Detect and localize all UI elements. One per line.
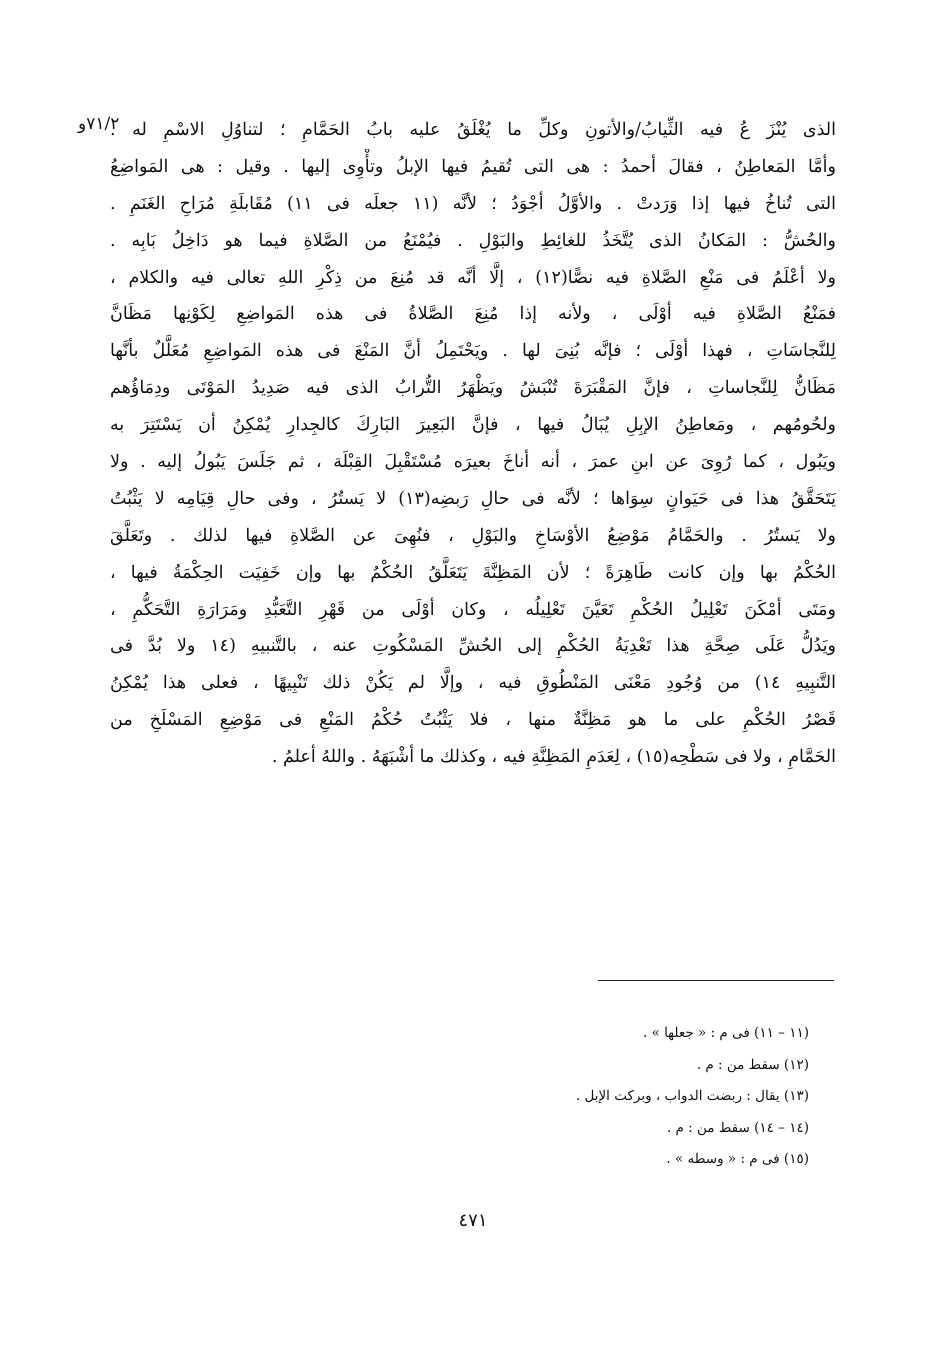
text-line: فمَنْعُ الصَّلاةِ فيه أوْلَى ، ولأنه إذا مُنِعَ الصَّلاةُ فى هذه المَواضِعِ لِكَوْنِها مَظَانَّ	[110, 304, 836, 325]
text-line: يَتَحَقَّقُ هذا فى حَيَوانٍ سِوَاها ؛ لأنَّه فى حالِ رَبضِه(١٣) لا يَستُرُ ، وفى حالِ قِيَامِه لا يَثْبُتُ	[110, 488, 836, 509]
text-line: ويَدُلُّ عَلَى صِحَّةِ هذا تَعْدِيَةُ الحُكْمِ إلى الحُشِّ المَسْكُوتِ عنه ، بالتَّنبيهِ (١٤ ولا بُدَّ فى	[110, 636, 836, 657]
text-line: والحُشُّ : المَكانُ الذى يُتَّخَذُ للغائِطِ والبَوْلِ . فيُمْنَعُ من الصَّلاةِ فيما هو دَاخِلُ بَابِه .	[110, 230, 836, 251]
text-line: ولا أعْلَمُ فى مَنْعِ الصَّلاةِ فيه نصًّا(١٢) ، إلَّا أنَّه قد مُنِعَ من ذِكْرِ اللهِ تعالى فيه والكلام ،	[110, 267, 836, 288]
text-line: ولا يَستُرُ . والحَمَّامُ مَوْضِعُ الأوْسَاخِ والبَوْلِ ، فنُهِىَ عن الصَّلاةِ فيها لذلك . وتَعَلَّقَ	[110, 525, 836, 546]
text-line: الحُكْمُ بها وإن كانت طَاهِرَةً ؛ لأن المَظِنَّةَ يَتَعَلَّقُ الحُكْمُ بها وإن خَفِيَت الحِكْمَةُ فيها ،	[110, 562, 836, 583]
text-line: التى تُناخُ فيها إذا وَرَدتْ . والأوَّلُ أجْوَدُ ؛ لأنَّه (١١ جعلَه فى ١١) مُقَابلَةِ مُرَاحِ الغَنَمِ .	[110, 193, 836, 214]
text-line: الحَمَّامِ ، ولا فى سَطْحِه(١٥) ، لِعَدَمِ المَظِنَّةِ فيه ، وكذلك ما أشْبَهَهُ . واللهُ أعلمُ .	[271, 747, 836, 768]
text-line: قَصْرُ الحُكْمِ على ما هو مَظِنَّةٌ منها ، فلا يَثْبُتُ حُكْمُ المَنْعِ فى مَوْضِعِ المَسْلَخِ من	[110, 710, 836, 731]
text-line: ومَتَى أمْكَنَ تَعْلِيلُ الحُكْمِ تَعَيَّنَ تَعْلِيلُه ، وكان أوْلَى من قَهْرِ التَّعَبُّدِ ومَرَارَةِ التَّحَكُّمِ ،	[110, 599, 836, 620]
footnote-separator	[598, 980, 834, 981]
footnote: (١٤ – ١٤) سقط من : م .	[666, 1119, 809, 1136]
footnotes	[389, 1018, 809, 1176]
text-line: ويَبُول ، كما رُوِىَ عن ابنِ عمرَ ، أنه أناخَ بعيرَه مُسْتَقْبِلَ القِبْلَة ، ثم جَلَسَ يَبُولُ إليه . ولا	[110, 452, 836, 473]
footnote: (١٥) فى م : « وسطه » .	[666, 1151, 809, 1167]
page-number: ٤٧١	[458, 1210, 488, 1231]
footnote: (١١ – ١١) فى م : « جعلها » .	[642, 1025, 809, 1041]
text-line: ولحُومُهم ، ومَعاطِنُ الإبِلِ يُبَالُ فيها ، فإنَّ البَعِيرَ البَارِكَ كالجِدارِ يُمْكِنُ أن يَسْتَتِرَ به	[110, 415, 836, 436]
footnote: (١٢) سقط من : م .	[696, 1056, 809, 1073]
main-text-block	[110, 112, 836, 776]
text-line: وأمَّا المَعاطِنُ ، فقالَ أحمدُ : هى التى تُقيمُ فيها الإبلُ وتأْوِى إليها . وقيل : هى المَواضِعُ	[110, 156, 836, 177]
margin-reference: ٧١/٢و	[78, 114, 120, 134]
text-line: الذى يُنْزَ عُ فيه الثِّيابُ/والأتونِ وكلِّ ما يُغْلَقُ عليه بابُ الحَمَّامِ ؛ لتناوُلِ الاسْمِ له .	[110, 120, 836, 140]
text-line: مَظَانُّ لِلنَّجاساتِ ، فإنَّ المَقْبَرَةَ تُنْبَشُ ويَظْهَرُ التُّرابُ الذى فيه صَدِيدُ المَوْتَى ودِمَاؤُهم	[110, 378, 836, 399]
text-line: التَّنبِيهِ ١٤) من وُجُودِ مَعْنَى المَنْطُوقِ فيه ، وإلَّا لم يَكُنْ ذلك تَنْبِيهًا ، فعلى هذا يُمْكِنُ	[110, 673, 836, 694]
text-line: لِلنَّجاسَاتِ ، فهذا أوْلَى ؛ فإنَّه بُنِىَ لها . ويَحْتَمِلُ أنَّ المَنْعَ فى هذه المَواضِعِ مُعَلَّلٌ بأنَّها	[110, 341, 836, 362]
footnote: (١٣) يقال : ربضت الدواب ، وبركت الإبل .	[575, 1088, 809, 1104]
